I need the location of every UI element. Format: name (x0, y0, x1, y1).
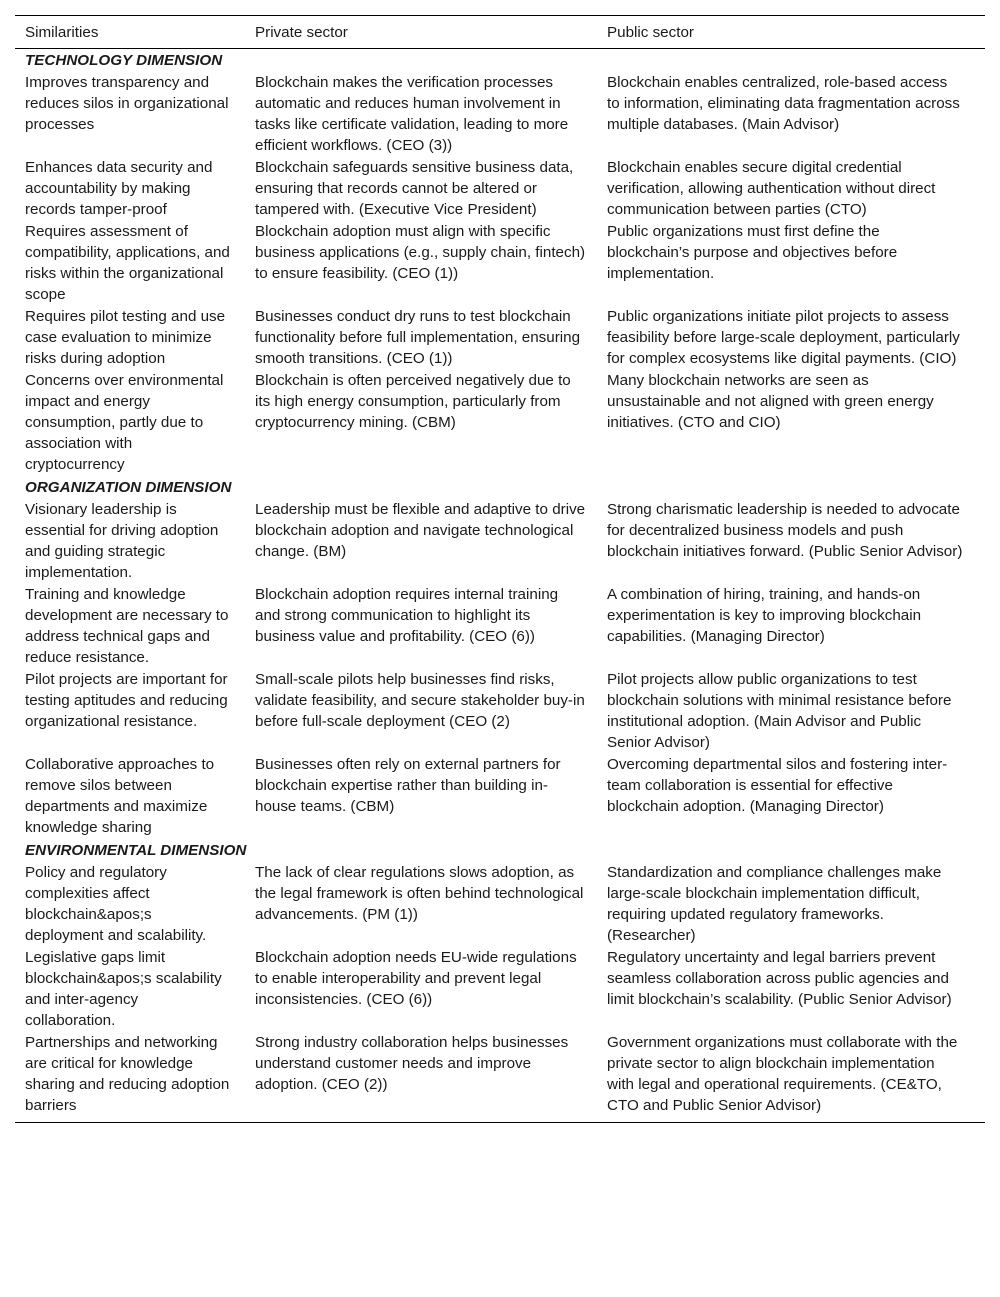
section-row (15, 476, 985, 499)
table-row (15, 221, 985, 306)
cell-public-sector: Blockchain enables secure digital credential verification, allowing authentication without direct communication between parties (CTO) (607, 159, 936, 218)
table-row (15, 306, 985, 370)
cell-private-sector: Blockchain makes the verification processes automatic and reduces human involvement in tasks like certificate validation, leading to more efficient workflows. (CEO (3)) (255, 74, 569, 154)
table-row (15, 669, 985, 754)
cell-similarity: Pilot projects are important for testing aptitudes and reducing organizational resistance. (25, 671, 228, 730)
table-row (15, 157, 985, 221)
section-title: ORGANIZATION DIMENSION (25, 479, 232, 496)
cell-public-sector: Regulatory uncertainty and legal barriers prevent seamless collaboration across public agencies and limit blockchain’s scalability. (Public Senior Advisor) (607, 949, 952, 1008)
header-similarities: Similarities (25, 24, 99, 41)
cell-similarity: Partnerships and networking are critical for knowledge sharing and reducing adoption barriers (25, 1034, 230, 1114)
cell-similarity: Visionary leadership is essential for driving adoption and guiding strategic implementation. (25, 501, 219, 581)
table-row (15, 754, 985, 839)
cell-similarity: Training and knowledge development are necessary to address technical gaps and reduce resistance. (25, 586, 229, 666)
cell-similarity: Improves transparency and reduces silos in organizational processes (25, 74, 229, 133)
header-public-sector: Public sector (607, 24, 694, 41)
cell-public-sector: Pilot projects allow public organizations to test blockchain solutions with minimal resistance before institutional adoption. (Main Advisor and Public Senior Advisor) (607, 671, 952, 751)
cell-similarity: Requires assessment of compatibility, applications, and risks within the organizational scope (25, 223, 230, 303)
cell-private-sector: Businesses conduct dry runs to test blockchain functionality before full implementation, ensuring smooth transitions. (CEO (1)) (255, 308, 581, 367)
cell-private-sector: Blockchain is often perceived negatively due to its high energy consumption, particularly from cryptocurrency mining. (CBM) (255, 372, 571, 431)
table-row (15, 584, 985, 669)
table-row (15, 947, 985, 1032)
cell-private-sector: Businesses often rely on external partners for blockchain expertise rather than building in-house teams. (CBM) (255, 756, 561, 815)
cell-private-sector: The lack of clear regulations slows adoption, as the legal framework is often behind technological advancements. (PM (1)) (255, 864, 584, 923)
section-title: TECHNOLOGY DIMENSION (25, 52, 223, 69)
cell-public-sector: Standardization and compliance challenges make large-scale blockchain implementation difficult, requiring updated regulatory frameworks. (Researcher) (607, 864, 942, 944)
section-row (15, 839, 985, 862)
cell-private-sector: Blockchain adoption requires internal training and strong communication to highlight its business value and profitability. (CEO (6)) (255, 586, 559, 645)
cell-public-sector: Strong charismatic leadership is needed to advocate for decentralized business models and push blockchain initiatives forward. (Public Senior Advisor) (607, 501, 963, 560)
table-row (15, 862, 985, 947)
cell-similarity: Legislative gaps limit blockchain&apos;s scalability and inter-agency collaboration. (25, 949, 222, 1029)
cell-similarity: Collaborative approaches to remove silos between departments and maximize knowledge sharing (25, 756, 215, 836)
table-row (15, 370, 985, 476)
cell-public-sector: A combination of hiring, training, and hands-on experimentation is key to improving blockchain capabilities. (Managing Director) (607, 586, 922, 645)
table-header-row (15, 16, 985, 49)
comparison-table (15, 15, 985, 1123)
cell-similarity: Requires pilot testing and use case evaluation to minimize risks during adoption (25, 308, 226, 367)
cell-private-sector: Blockchain safeguards sensitive business data, ensuring that records cannot be altered or tampered with. (Executive Vice President) (255, 159, 574, 218)
cell-similarity: Policy and regulatory complexities affect blockchain&apos;s deployment and scalability. (25, 864, 207, 944)
cell-public-sector: Many blockchain networks are seen as unsustainable and not aligned with green energy initiatives. (CTO and CIO) (607, 372, 934, 431)
header-private-sector: Private sector (255, 24, 348, 41)
cell-public-sector: Public organizations initiate pilot projects to assess feasibility before large-scale deployment, particularly for complex ecosystems like digital payments. (CIO) (607, 308, 960, 367)
section-title: ENVIRONMENTAL DIMENSION (25, 842, 247, 859)
table-row (15, 1032, 985, 1123)
table-body (15, 49, 985, 1123)
cell-private-sector: Blockchain adoption needs EU-wide regulations to enable interoperability and prevent legal inconsistencies. (CEO (6)) (255, 949, 577, 1008)
cell-similarity: Concerns over environmental impact and energy consumption, partly due to association with cryptocurrency (25, 372, 224, 473)
table-row (15, 499, 985, 584)
cell-public-sector: Blockchain enables centralized, role-based access to information, eliminating data fragmentation across multiple databases. (Main Advisor) (607, 74, 960, 133)
cell-private-sector: Strong industry collaboration helps businesses understand customer needs and improve adoption. (CEO (2)) (255, 1034, 569, 1093)
cell-private-sector: Small-scale pilots help businesses find risks, validate feasibility, and secure stakeholder buy-in before full-scale deployment (CEO (2) (255, 671, 585, 730)
cell-private-sector: Blockchain adoption must align with specific business applications (e.g., supply chain, fintech) to ensure feasibility. (CEO (1)) (255, 223, 586, 282)
cell-public-sector: Overcoming departmental silos and fostering inter-team collaboration is essential for effective blockchain adoption. (Managing Director) (607, 756, 948, 815)
cell-similarity: Enhances data security and accountability by making records tamper-proof (25, 159, 213, 218)
section-row (15, 49, 985, 73)
cell-public-sector: Public organizations must first define the blockchain’s purpose and objectives before implementation. (607, 223, 898, 282)
cell-private-sector: Leadership must be flexible and adaptive to drive blockchain adoption and navigate technological change. (BM) (255, 501, 586, 560)
table-row (15, 72, 985, 157)
cell-public-sector: Government organizations must collaborate with the private sector to align blockchain implementation with legal and operational requirements. (CE&TO, CTO and Public Senior Advisor) (607, 1034, 958, 1114)
